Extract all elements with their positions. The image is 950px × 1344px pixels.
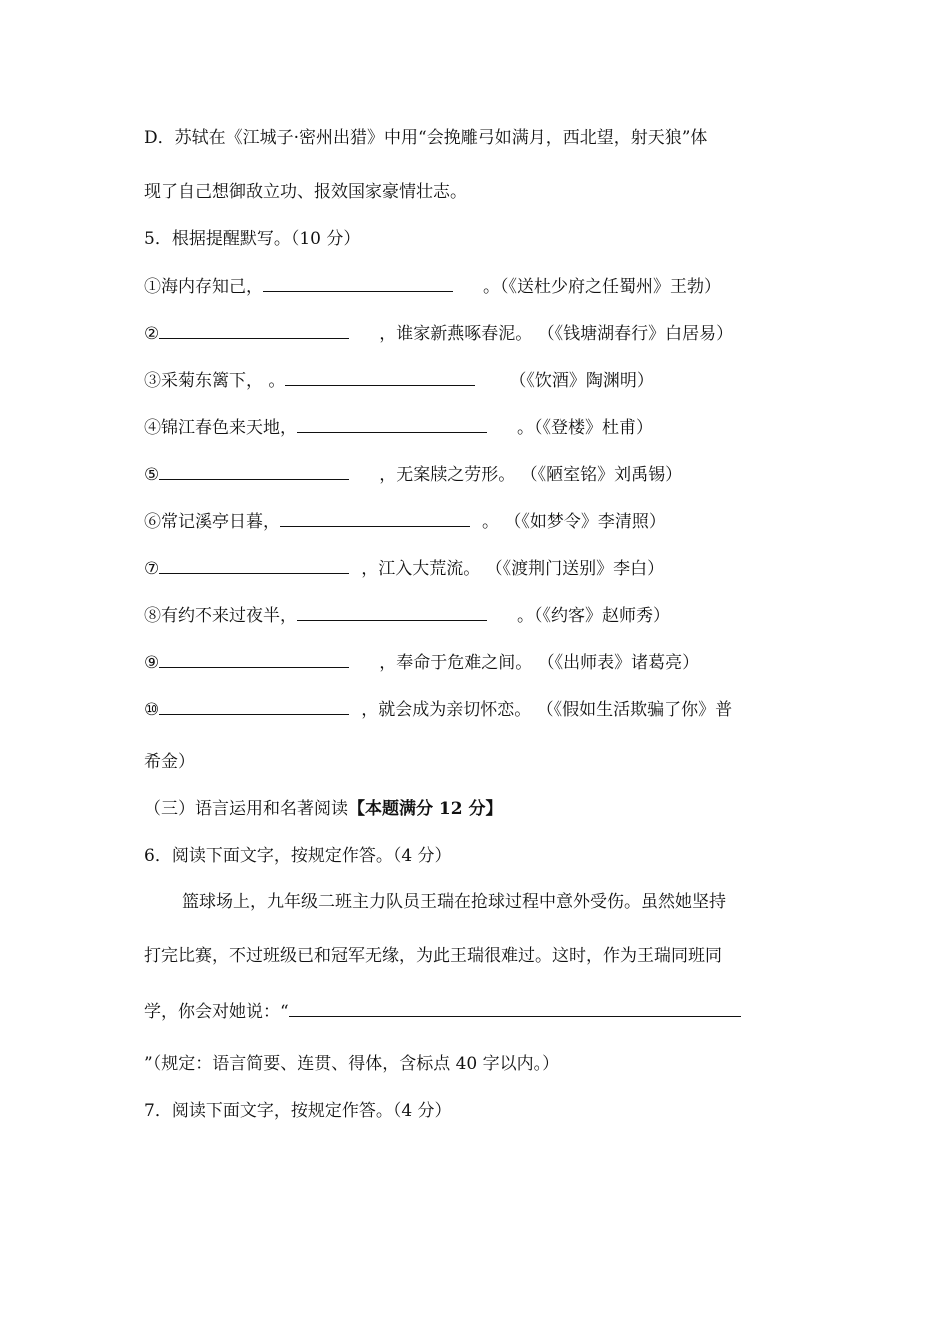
question-6-paragraph-line3 — [144, 998, 860, 1024]
recitation-item-7 — [144, 555, 860, 581]
answer-blank-2[interactable] — [159, 320, 349, 339]
recitation-item-3 — [144, 367, 860, 393]
answer-blank-6[interactable] — [280, 508, 470, 527]
item-after: ，就会成为亲切怀恋。 （《假如生活欺骗了你》普 — [361, 700, 733, 720]
recitation-item-9 — [144, 649, 860, 675]
question-7-title: 7．阅读下面文字，按规定作答。（4 分） — [144, 1101, 452, 1121]
recitation-item-6 — [144, 508, 860, 534]
answer-blank-speech[interactable] — [289, 998, 741, 1017]
item-number: ⑨ — [144, 653, 160, 673]
recitation-item-1 — [144, 273, 860, 299]
answer-blank-1[interactable] — [263, 273, 453, 292]
section-3-heading — [144, 797, 860, 821]
answer-blank-7[interactable] — [159, 555, 349, 574]
item-after: ，谁家新燕啄春泥。 （《钱塘湖春行》白居易） — [379, 324, 734, 344]
item-number: ⑥ — [144, 512, 161, 532]
answer-blank-4[interactable] — [297, 414, 487, 433]
recitation-item-4 — [144, 414, 860, 440]
recitation-item-2 — [144, 320, 860, 346]
item-after: ，无案牍之劳形。 （《陋室铭》刘禹锡） — [379, 465, 683, 485]
item-before: 采菊东篱下， 。 — [161, 371, 286, 391]
item-number: ④ — [144, 418, 161, 438]
item-before: 锦江春色来天地， — [161, 418, 297, 438]
item-after: 。（《约客》赵师秀） — [517, 606, 670, 626]
item-number: ⑧ — [144, 606, 161, 626]
answer-blank-8[interactable] — [297, 602, 487, 621]
item-after: ，江入大荒流。 （《渡荆门送别》李白） — [361, 559, 665, 579]
section-3-prefix: （三）语言运用和名著阅读 — [144, 799, 348, 819]
answer-blank-5[interactable] — [159, 461, 349, 480]
item-after: 。（《送杜少府之任蜀州》王勃） — [483, 277, 721, 297]
section-3-score: 【本题满分 12 分】 — [348, 799, 503, 819]
item-before: 常记溪亭日暮， — [161, 512, 280, 532]
item-after: 。（《登楼》杜甫） — [517, 418, 653, 438]
question-6-paragraph-line2: 打完比赛，不过班级已和冠军无缘，为此王瑞很难过。这时，作为王瑞同班同 — [144, 946, 722, 966]
question-6-requirement: ”（规定：语言简要、连贯、得体，含标点 40 字以内。） — [144, 1054, 560, 1074]
recitation-item-10 — [144, 696, 860, 722]
item-number: ⑦ — [144, 559, 160, 579]
item-after: 。 （《如梦令》李清照） — [482, 512, 666, 532]
item-number: ⑤ — [144, 465, 160, 485]
recitation-item-10-tail: 希金） — [144, 752, 195, 772]
question-6-paragraph-line1: 篮球场上，九年级二班主力队员王瑞在抢球过程中意外受伤。虽然她坚持 — [182, 892, 726, 912]
question-5-title: 5．根据提醒默写。（10 分） — [144, 229, 361, 249]
recitation-item-5 — [144, 461, 860, 487]
item-number: ① — [144, 277, 161, 297]
item-number: ② — [144, 324, 160, 344]
item-after: （《饮酒》陶渊明） — [509, 371, 654, 391]
question-6-title: 6．阅读下面文字，按规定作答。（4 分） — [144, 846, 452, 866]
option-d-line2: 现了自己想御敌立功、报效国家豪情壮志。 — [144, 182, 467, 202]
recitation-item-8 — [144, 602, 860, 628]
item-number: ⑩ — [144, 700, 160, 720]
answer-blank-10[interactable] — [159, 696, 349, 715]
item-before: 有约不来过夜半， — [161, 606, 297, 626]
answer-blank-3[interactable] — [285, 367, 475, 386]
item-number: ③ — [144, 371, 161, 391]
answer-blank-9[interactable] — [159, 649, 349, 668]
item-after: ，奉命于危难之间。 （《出师表》诸葛亮） — [379, 653, 700, 673]
option-d-line1: D．苏轼在《江城子·密州出猎》中用“会挽雕弓如满月，西北望，射天狼”体 — [144, 128, 708, 148]
item-before: 海内存知己， — [161, 277, 263, 297]
speech-prefix: 学，你会对她说：“ — [144, 1002, 289, 1022]
